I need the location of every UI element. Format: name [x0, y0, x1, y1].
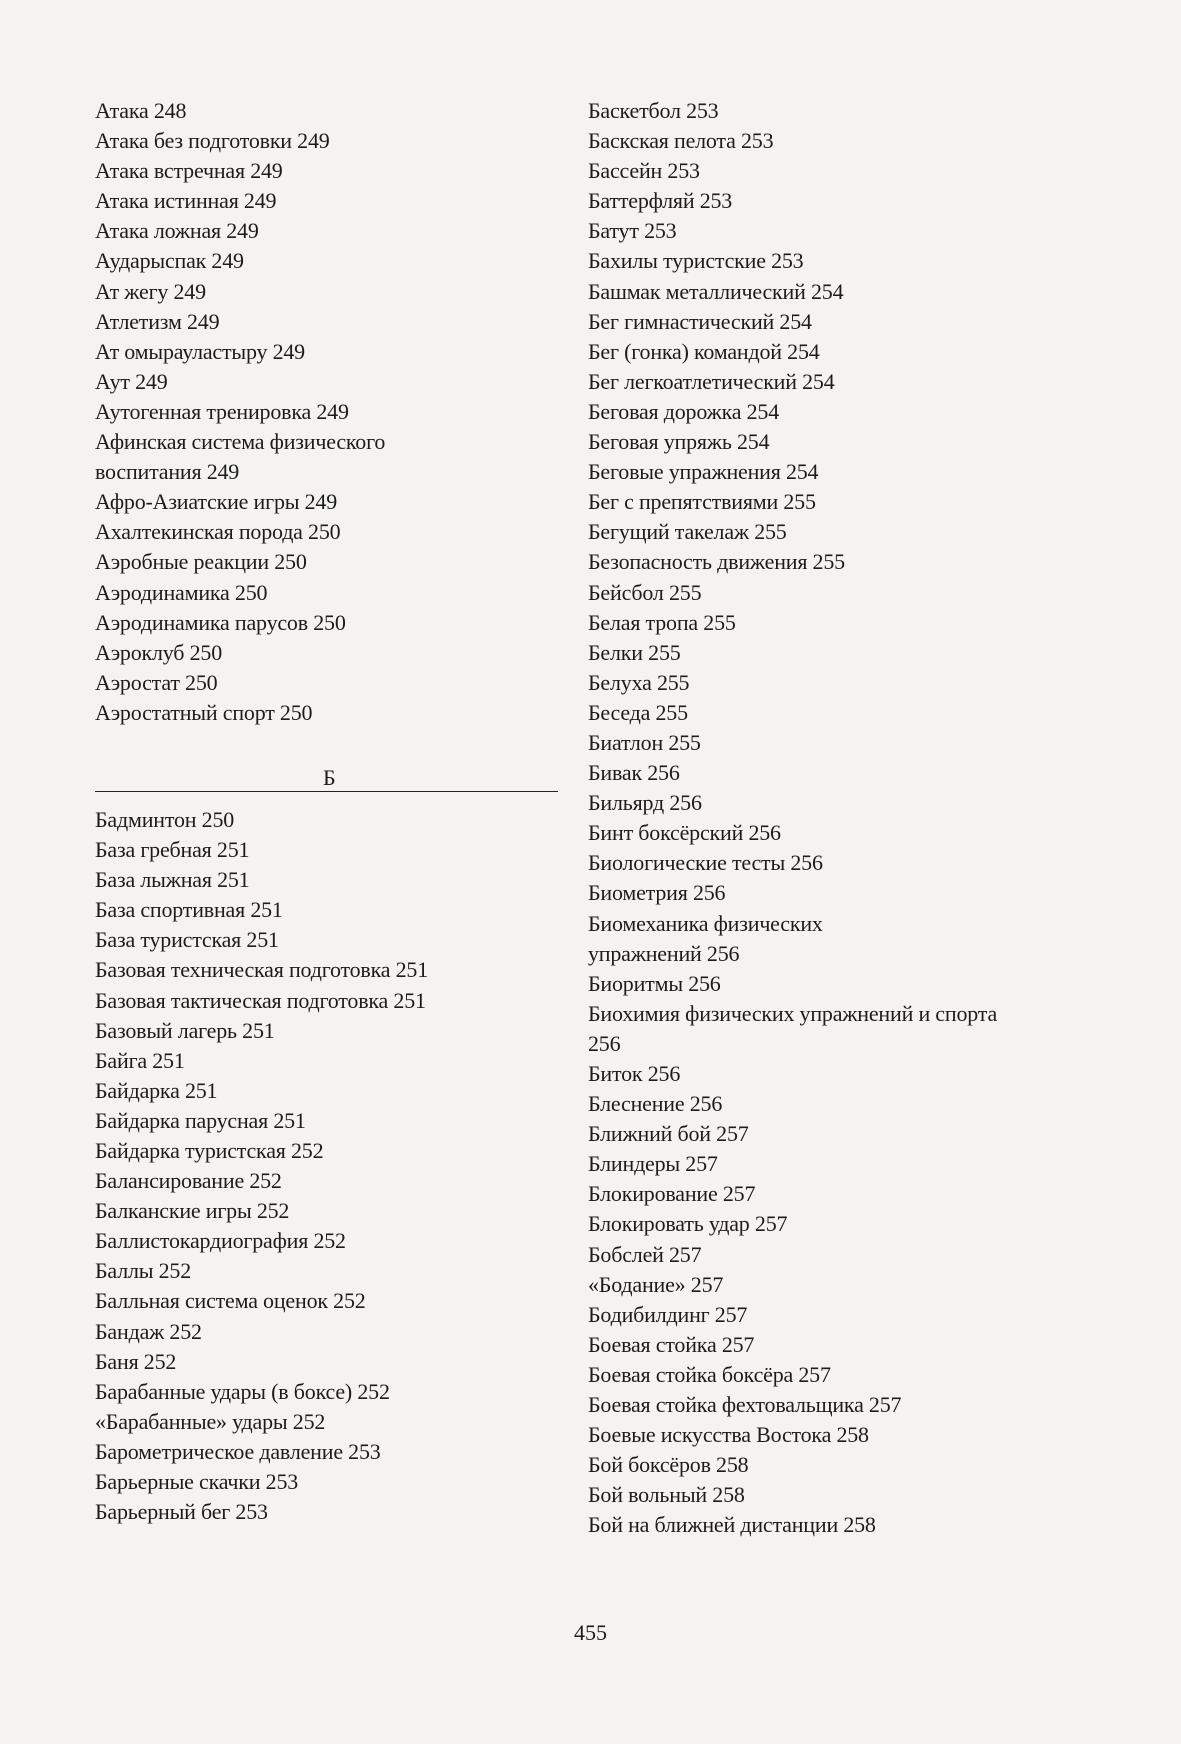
index-entry: Баня 252	[95, 1348, 177, 1374]
index-entry: Атака истинная 249	[95, 188, 277, 214]
index-entry: Байга 251	[95, 1047, 185, 1073]
index-entry: Бейсбол 255	[588, 579, 702, 605]
index-entry: Биатлон 255	[588, 729, 701, 755]
index-entry: База гребная 251	[95, 837, 250, 863]
index-entry: Боевая стойка боксёра 257	[588, 1361, 831, 1387]
index-entry: Биометрия 256	[588, 880, 726, 906]
index-entry: Бадминтон 250	[95, 806, 235, 832]
index-entry: Беговая дорожка 254	[588, 398, 780, 424]
index-entry: База спортивная 251	[95, 897, 283, 923]
index-entry: Бахилы туристские 253	[588, 248, 804, 274]
index-entry: Башмак металлический 254	[588, 278, 844, 304]
index-entry: Базовая техническая подготовка 251	[95, 957, 429, 983]
index-entry: Баскетбол 253	[588, 98, 719, 123]
index-entry: Бег с препятствиями 255	[588, 489, 816, 515]
index-entry: Бассейн 253	[588, 158, 700, 184]
index-entry: Атака ложная 249	[95, 218, 259, 244]
index-entry: Безопасность движения 255	[588, 549, 845, 575]
index-entry: Афинская система физического воспитания 249	[95, 429, 386, 485]
index-entry: Барьерные скачки 253	[95, 1469, 299, 1495]
index-entry: Блиндеры 257	[588, 1151, 718, 1177]
index-entry: Бой на ближней дистанции 258	[588, 1512, 876, 1538]
index-entry: Баскская пелота 253	[588, 128, 774, 154]
index-entry: Боевая стойка фехтовальщика 257	[588, 1392, 902, 1418]
index-entry: Аэродинамика 250	[95, 579, 268, 605]
index-entry: Бандаж 252	[95, 1318, 202, 1344]
index-entry: Бег легкоатлетический 254	[588, 368, 835, 394]
index-entry: Баллы 252	[95, 1258, 192, 1284]
index-entry: Бег гимнастический 254	[588, 308, 812, 334]
index-list-b	[95, 805, 565, 1527]
index-column-right	[588, 96, 1108, 1541]
index-entry: Аэростатный спорт 250	[95, 699, 313, 725]
index-entry: Биохимия физических упражнений и спорта 256	[588, 1000, 998, 1056]
index-entry: Белая тропа 255	[588, 609, 736, 635]
index-entry: Атака без подготовки 249	[95, 128, 330, 154]
index-entry: Биоритмы 256	[588, 970, 721, 996]
index-entry: «Бодание» 257	[588, 1271, 724, 1297]
index-entry: Боевые искусства Востока 258	[588, 1422, 869, 1448]
index-entry: Атака встречная 249	[95, 158, 283, 184]
index-entry: Блокировать удар 257	[588, 1211, 788, 1237]
index-entry: Баттерфляй 253	[588, 188, 733, 214]
index-entry: «Барабанные» удары 252	[95, 1408, 326, 1434]
index-entry: Биток 256	[588, 1061, 681, 1086]
index-entry: Бегущий такелаж 255	[588, 519, 787, 545]
index-entry: Байдарка туристская 252	[95, 1138, 324, 1163]
index-entry: Базовый лагерь 251	[95, 1017, 275, 1043]
index-entry: Балансирование 252	[95, 1168, 282, 1194]
index-entry: Боевая стойка 257	[588, 1331, 755, 1357]
section-heading	[95, 764, 565, 793]
index-entry: Ахалтекинская порода 250	[95, 519, 341, 545]
index-entry: Бивак 256	[588, 760, 680, 786]
index-entry: Белуха 255	[588, 669, 690, 695]
index-entry: Беговые упражнения 254	[588, 459, 819, 485]
index-list-a	[95, 96, 565, 728]
index-entry: Бег (гонка) командой 254	[588, 338, 820, 364]
index-entry: Бильярд 256	[588, 790, 702, 816]
index-entry: Беседа 255	[588, 699, 688, 725]
index-entry: Биологические тесты 256	[588, 850, 823, 876]
index-entry: Аут 249	[95, 368, 168, 394]
index-entry: Батут 253	[588, 218, 677, 244]
index-entry: Аэродинамика парусов 250	[95, 609, 346, 635]
index-column-left	[95, 96, 565, 1527]
page-number: 455	[574, 1620, 607, 1645]
index-entry: Балльная система оценок 252	[95, 1288, 366, 1314]
index-entry: Балканские игры 252	[95, 1198, 290, 1224]
section-letter: Б	[323, 764, 336, 790]
index-entry: Базовая тактическая подготовка 251	[95, 987, 426, 1013]
index-entry: Барометрическое давление 253	[95, 1438, 381, 1464]
index-entry: Бинт боксёрский 256	[588, 820, 781, 846]
index-entry: Барьерный бег 253	[95, 1499, 268, 1525]
index-entry: Барабанные удары (в боксе) 252	[95, 1378, 390, 1404]
index-entry: Байдарка 251	[95, 1077, 218, 1103]
index-entry: Аударыспак 249	[95, 248, 244, 274]
index-entry: Беговая упряжь 254	[588, 429, 770, 455]
index-entry: Бой вольный 258	[588, 1482, 745, 1508]
index-entry: Аэробные реакции 250	[95, 549, 307, 575]
index-entry: Бобслей 257	[588, 1241, 702, 1267]
index-entry: Атака 248	[95, 98, 187, 123]
index-entry: Блеснение 256	[588, 1091, 723, 1117]
index-entry: Белки 255	[588, 639, 681, 665]
index-entry: База лыжная 251	[95, 867, 250, 893]
index-entry: Блокирование 257	[588, 1181, 756, 1207]
index-entry: Бой боксёров 258	[588, 1452, 749, 1478]
index-entry: Аэростат 250	[95, 669, 218, 695]
index-entry: База туристская 251	[95, 927, 279, 953]
index-entry: Баллистокардиография 252	[95, 1228, 346, 1254]
index-entry: Байдарка парусная 251	[95, 1107, 306, 1133]
index-entry: Бодибилдинг 257	[588, 1301, 748, 1327]
index-entry: Ближний бой 257	[588, 1121, 749, 1147]
index-entry: Аутогенная тренировка 249	[95, 398, 349, 424]
index-entry: Ат омырауластыру 249	[95, 338, 305, 364]
index-entry: Аэроклуб 250	[95, 639, 223, 665]
index-entry: Биомеханика физических упражнений 256	[588, 910, 823, 966]
index-entry: Атлетизм 249	[95, 308, 220, 334]
index-entry: Афро-Азиатские игры 249	[95, 489, 338, 515]
index-entry: Ат жегу 249	[95, 278, 206, 304]
section-divider	[95, 791, 558, 792]
